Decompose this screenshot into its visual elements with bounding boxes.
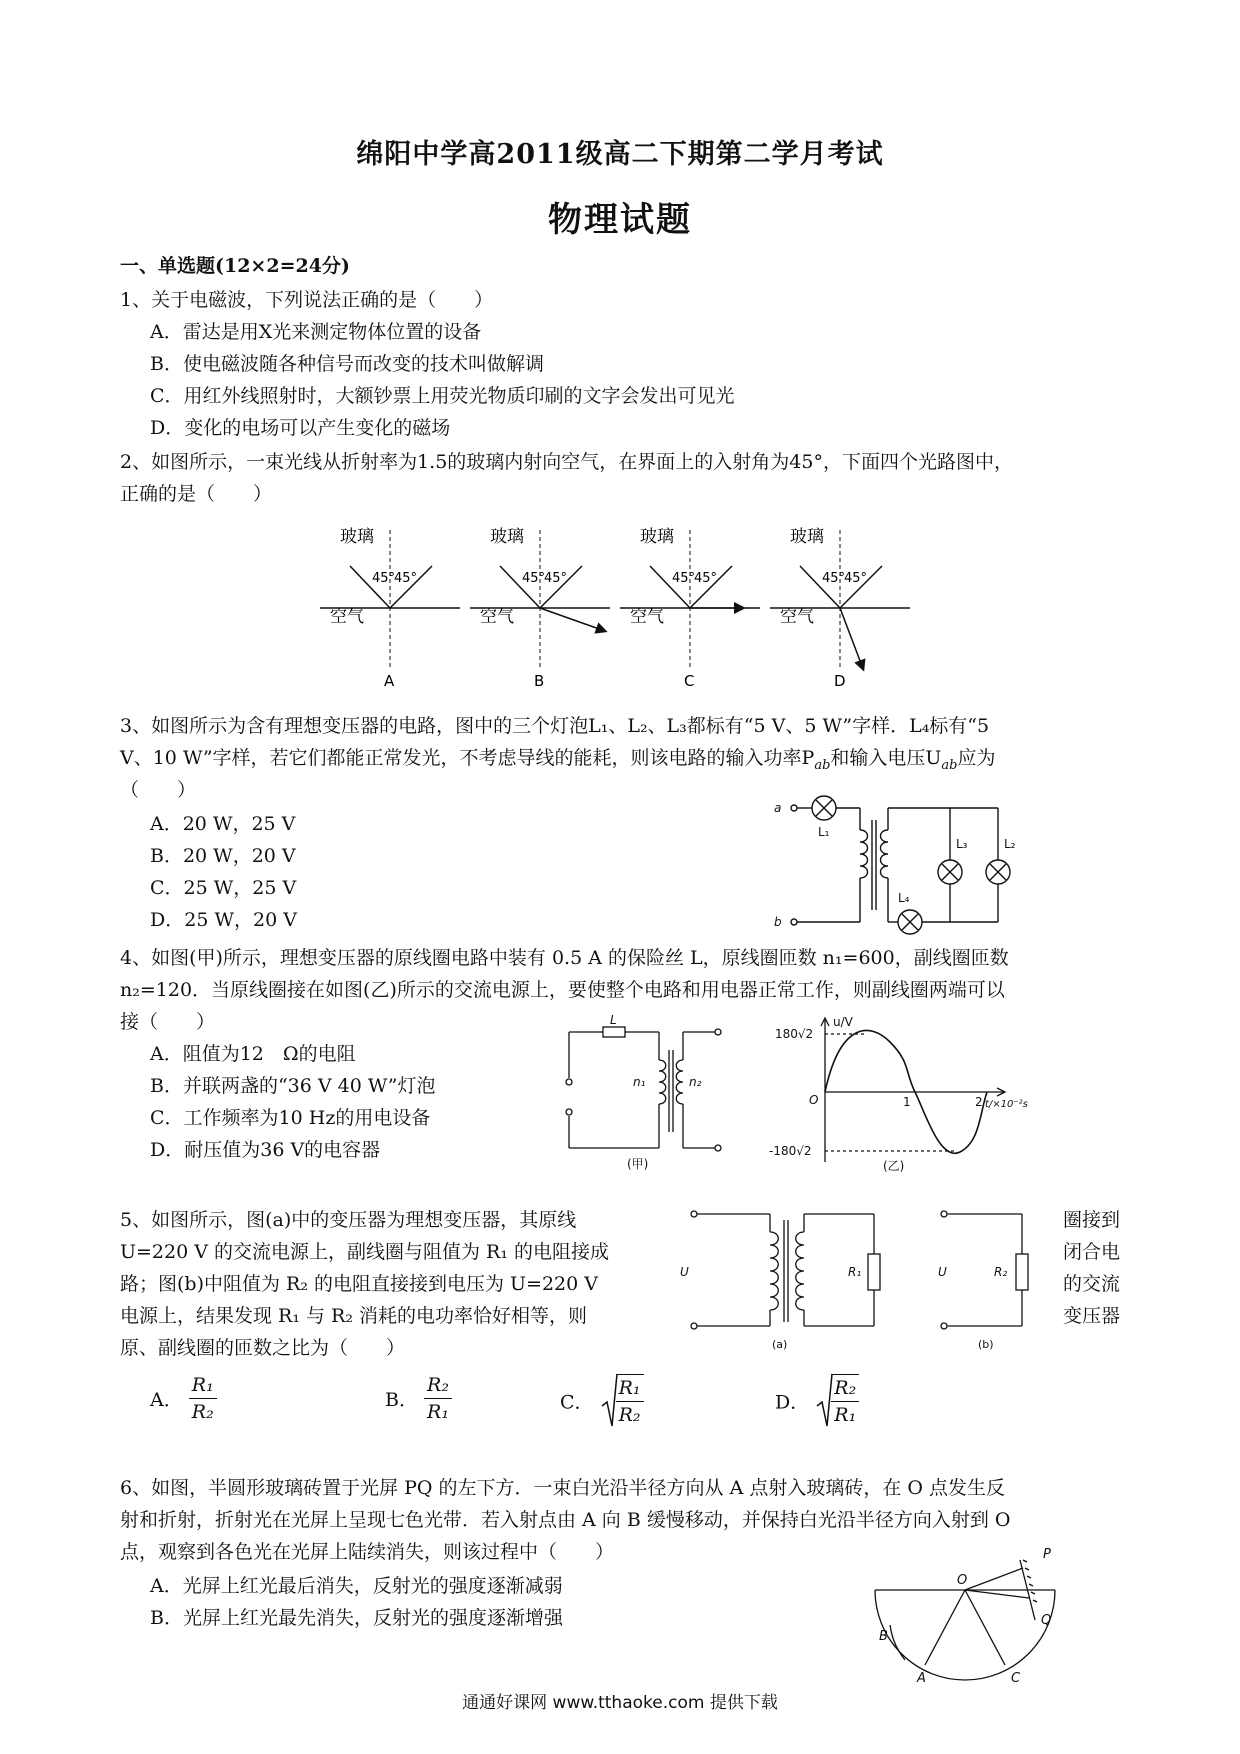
svg-text:1: 1 <box>903 1095 911 1109</box>
q2-stem-line2: 正确的是（ ） <box>120 483 273 505</box>
q5-stem-line5: 原、副线圈的匝数之比为（ ） <box>120 1337 406 1359</box>
q1-option-d: D．变化的电场可以产生变化的磁场 <box>150 417 451 439</box>
q1-option-c: C．用红外线照射时，大额钞票上用荧光物质印刷的文字会发出可见光 <box>150 385 735 407</box>
svg-text:45°: 45° <box>822 571 846 586</box>
svg-text:R₁: R₁ <box>848 1265 862 1279</box>
q5-option-b: B． $\frac{\text{R₂}}{\text{R₁}}$ <box>385 1372 452 1425</box>
svg-text:Q: Q <box>1041 1613 1052 1628</box>
svg-text:u/V: u/V <box>833 1015 853 1029</box>
svg-text:45°: 45° <box>372 571 396 586</box>
svg-text:空气: 空气 <box>630 607 664 627</box>
svg-text:45°: 45° <box>672 571 696 586</box>
svg-text:n₂: n₂ <box>689 1075 702 1089</box>
q3-option-a: A．20 W，25 V <box>150 813 296 835</box>
exam-title: 绵阳中学高2011级高二下期第二学月考试 <box>356 139 884 170</box>
q5-stem-line1-right: 圈接到 <box>1063 1209 1121 1231</box>
svg-text:空气: 空气 <box>480 607 514 627</box>
q4-option-a: A．阻值为12 Ω的电阻 <box>150 1043 356 1065</box>
svg-text:O: O <box>809 1093 819 1107</box>
svg-text:空气: 空气 <box>780 607 814 627</box>
q4-figure-yi-voltage-graph <box>765 1012 1028 1173</box>
q1-stem: 1、关于电磁波，下列说法正确的是（ ） <box>120 289 494 311</box>
q3-option-d: D．25 W，20 V <box>150 909 297 931</box>
q5-stem-line4-right: 变压器 <box>1063 1305 1121 1327</box>
q2-figure-a <box>320 527 460 690</box>
q5-stem-line3-right: 的交流 <box>1063 1273 1121 1295</box>
svg-text:B: B <box>534 672 545 690</box>
q6-option-a: A．光屏上红光最后消失，反射光的强度逐渐减弱 <box>150 1575 563 1597</box>
svg-text:(乙): (乙) <box>883 1159 905 1173</box>
svg-text:U: U <box>680 1265 689 1279</box>
q5-stem-line2: U=220 V 的交流电源上，副线圈与阻值为 R₁ 的电阻接成 <box>120 1241 610 1263</box>
q5-stem-line1: 5、如图所示，图(a)中的变压器为理想变压器，其原线 <box>120 1209 577 1231</box>
section-heading: 一、单选题(12×2=24分) <box>120 255 350 277</box>
q3-stem-line3: （ ） <box>120 779 197 801</box>
svg-text:C: C <box>1011 1671 1021 1686</box>
svg-text:L₂: L₂ <box>1004 837 1016 851</box>
svg-text:玻璃: 玻璃 <box>490 527 524 547</box>
q3-circuit-diagram <box>760 790 1020 940</box>
q5-stem-line2-right: 闭合电 <box>1063 1241 1121 1263</box>
svg-text:U: U <box>938 1265 947 1279</box>
svg-text:玻璃: 玻璃 <box>640 527 674 547</box>
q6-stem-line3: 点，观察到各色光在光屏上陆续消失，则该过程中（ ） <box>120 1541 615 1563</box>
svg-text:a: a <box>774 801 782 815</box>
svg-text:L₃: L₃ <box>956 837 968 851</box>
q3-stem-line2: V、10 W”字样，若它们都能正常发光，不考虑导线的能耗，则该电路的输入功率$P_{ab}$和输入电压$U_{ab}$应为 <box>120 747 996 773</box>
q5-stem-line4: 电源上，结果发现 R₁ 与 R₂ 消耗的电功率恰好相等，则 <box>120 1305 588 1327</box>
subject-title: 物理试题 <box>548 200 692 240</box>
q6-stem-line2: 射和折射，折射光在光屏上呈现七色光带．若入射点由 A 向 B 缓慢移动，并保持白光沿半径方向入射到 O <box>120 1509 1011 1531</box>
svg-text:O: O <box>957 1573 968 1588</box>
svg-text:C: C <box>684 672 695 690</box>
q6-semicircle-glass-figure <box>865 1540 1065 1690</box>
svg-text:L: L <box>610 1013 617 1027</box>
q1-option-a: A．雷达是用X光来测定物体位置的设备 <box>150 321 482 343</box>
page-footer: 通通好课网 www.tthaoke.com 提供下载 <box>462 1693 778 1713</box>
q5-circuit-figures <box>672 1196 1062 1356</box>
svg-text:L₄: L₄ <box>898 891 910 905</box>
q5-option-c: C． $\frac{\text{R₁}}{\text{R₂}}$ <box>560 1372 644 1430</box>
svg-text:(甲): (甲) <box>627 1157 649 1171</box>
svg-text:A: A <box>384 672 395 690</box>
q2-figure-c <box>620 527 760 690</box>
svg-text:R₂: R₂ <box>994 1265 1008 1279</box>
svg-text:b: b <box>774 915 782 929</box>
svg-text:180√2: 180√2 <box>775 1027 814 1041</box>
q4-stem-line2: n₂=120．当原线圈接在如图(乙)所示的交流电源上，要使整个电路和用电器正常工作，则副线圈两端可以 <box>120 979 1005 1001</box>
q1-option-b: B．使电磁波随各种信号而改变的技术叫做解调 <box>150 353 544 375</box>
svg-text:45°: 45° <box>694 571 718 586</box>
svg-text:A: A <box>917 1671 926 1686</box>
q4-option-c: C．工作频率为10 Hz的用电设备 <box>150 1107 431 1129</box>
svg-text:玻璃: 玻璃 <box>790 527 824 547</box>
q5-stem-line3: 路；图(b)中阻值为 R₂ 的电阻直接接到电压为 U=220 V <box>120 1273 598 1295</box>
svg-text:空气: 空气 <box>330 607 364 627</box>
q2-light-path-figures <box>320 520 920 690</box>
q5-option-a: A． $\frac{\text{R₁}}{\text{R₂}}$ <box>150 1372 217 1425</box>
svg-text:n₁: n₁ <box>633 1075 646 1089</box>
svg-text:-180√2: -180√2 <box>769 1144 812 1158</box>
q2-figure-d <box>770 527 910 690</box>
q4-stem-line1: 4、如图(甲)所示，理想变压器的原线圈电路中装有 0.5 A 的保险丝 L，原线圈匝数 n₁=600，副线圈匝数 <box>120 947 1009 969</box>
svg-text:45°: 45° <box>394 571 418 586</box>
svg-text:2: 2 <box>975 1095 983 1109</box>
q4-option-d: D．耐压值为36 V的电容器 <box>150 1139 381 1161</box>
q3-stem-line1: 3、如图所示为含有理想变压器的电路，图中的三个灯泡L₁、L₂、L₃都标有“5 V、5 W”字样．L₄标有“5 <box>120 715 990 737</box>
q4-stem-line3: 接（ ） <box>120 1011 216 1033</box>
svg-text:玻璃: 玻璃 <box>340 527 374 547</box>
svg-text:(a): (a) <box>772 1338 788 1351</box>
svg-text:45°: 45° <box>544 571 568 586</box>
q2-stem-line1: 2、如图所示，一束光线从折射率为1.5的玻璃内射向空气，在界面上的入射角为45°，下面四个光路图中， <box>120 451 1013 473</box>
svg-text:D: D <box>834 672 846 690</box>
svg-text:45°: 45° <box>522 571 546 586</box>
svg-text:(b): (b) <box>978 1338 994 1351</box>
svg-text:45°: 45° <box>844 571 868 586</box>
q5-option-d: D． $\frac{\text{R₂}}{\text{R₁}}$ <box>775 1372 859 1430</box>
q3-option-c: C．25 W，25 V <box>150 877 297 899</box>
svg-text:L₁: L₁ <box>818 825 830 839</box>
svg-text:t/×10⁻²s: t/×10⁻²s <box>985 1099 1028 1110</box>
q4-figure-jia <box>555 1013 745 1171</box>
svg-text:P: P <box>1043 1547 1051 1562</box>
q3-option-b: B．20 W，20 V <box>150 845 296 867</box>
q2-figure-b <box>470 527 610 690</box>
svg-text:B: B <box>879 1629 888 1644</box>
q6-stem-line1: 6、如图，半圆形玻璃砖置于光屏 PQ 的左下方．一束白光沿半径方向从 A 点射入玻璃砖，在 O 点发生反 <box>120 1477 1005 1499</box>
q6-option-b: B．光屏上红光最先消失，反射光的强度逐渐增强 <box>150 1607 563 1629</box>
q4-option-b: B．并联两盏的“36 V 40 W”灯泡 <box>150 1075 436 1097</box>
